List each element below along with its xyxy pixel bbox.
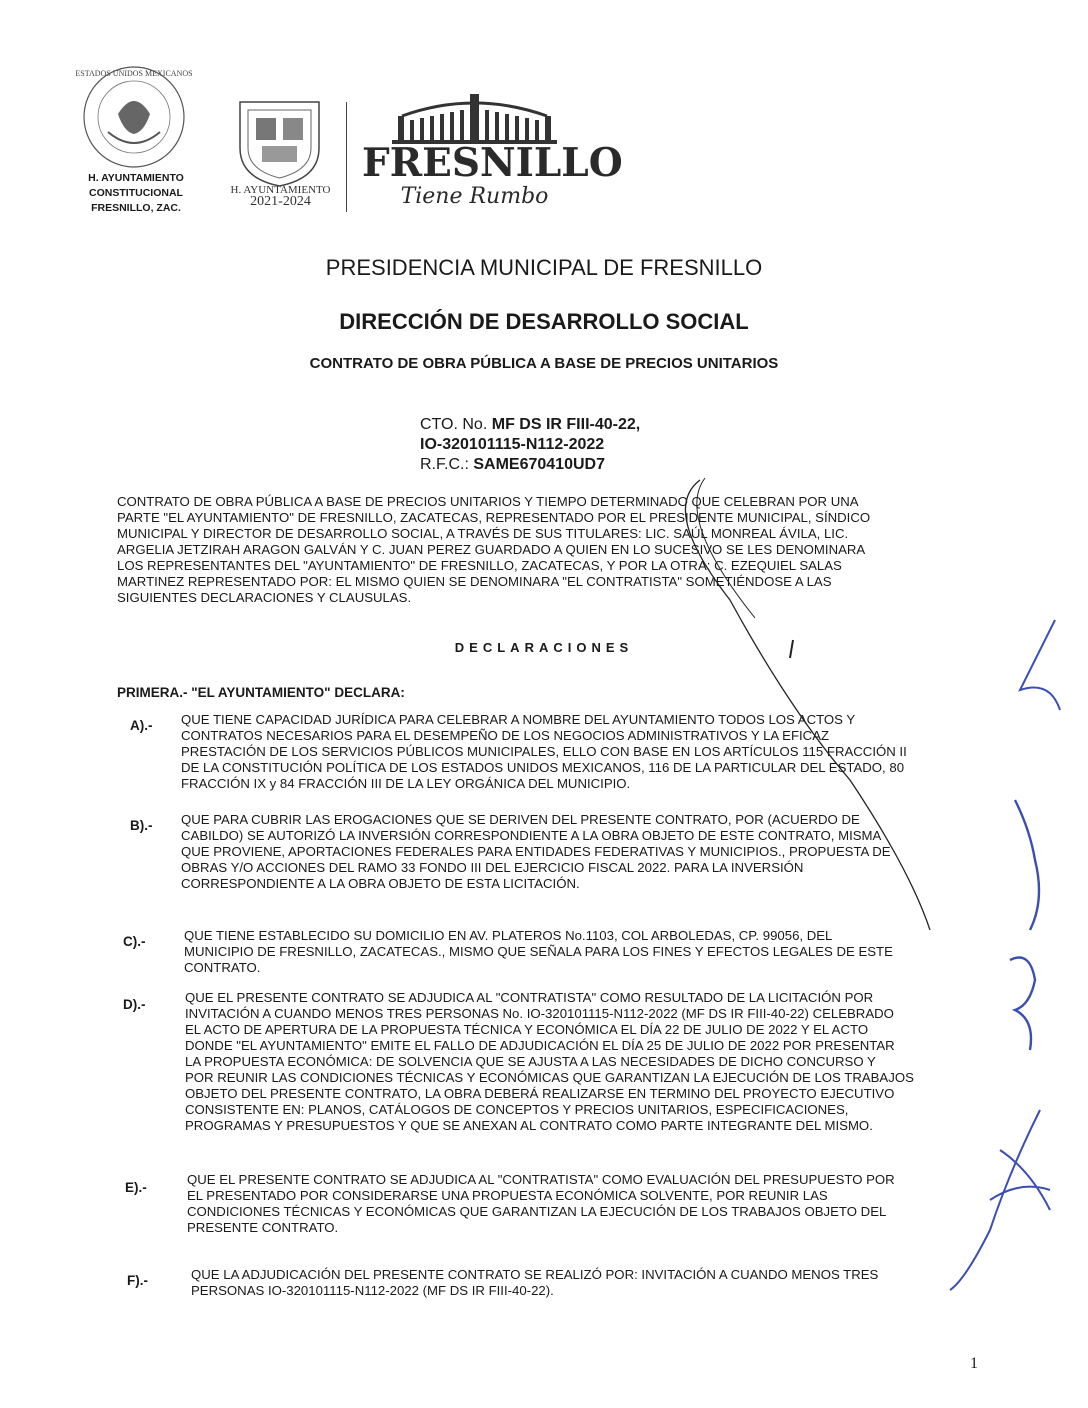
contract-type-title: CONTRATO DE OBRA PÚBLICA A BASE DE PRECIOS UNITARIOS	[309, 355, 779, 372]
item-line: POR REUNIR LAS CONDICIONES TÉCNICAS Y ECONÓMICAS QUE GARANTIZAN LA EJECUCIÓN DE LOS TRABAJOS	[185, 1070, 914, 1085]
intro-line: LOS REPRESENTANTES DEL "AYUNTAMIENTO" DE FRESNILLO, ZACATECAS, Y POR LA OTRA: C. EZEQUIEL SALAS	[117, 558, 842, 573]
item-line: QUE EL PRESENTE CONTRATO SE ADJUDICA AL "CONTRATISTA" COMO EVALUACIÓN DEL PRESUPUESTO POR	[187, 1172, 895, 1187]
item-line: PRESTACIÓN DE LOS SERVICIOS PÚBLICOS MUNICIPALES, ELLO CON BASE EN LOS ARTÍCULOS 115 FRACCIÓN II	[181, 744, 907, 759]
item-f-label: F).-	[127, 1273, 148, 1288]
item-line: FRACCIÓN IX y 84 FRACCIÓN III DE LA LEY ORGÁNICA DEL MUNICIPIO.	[181, 776, 631, 791]
svg-text:ESTADOS UNIDOS MEXICANOS: ESTADOS UNIDOS MEXICANOS	[75, 69, 193, 78]
item-d-label: D).-	[123, 997, 146, 1012]
item-line: QUE PROVIENE, APORTACIONES FEDERALES PARA ENTIDADES FEDERATIVAS Y MUNICIPIOS., PROPUESTA DE	[181, 844, 891, 859]
intro-line: CONTRATO DE OBRA PÚBLICA A BASE DE PRECIOS UNITARIOS Y TIEMPO DETERMINADO QUE CELEBRAN POR UNA	[117, 494, 859, 509]
intro-line: PARTE "EL AYUNTAMIENTO" DE FRESNILLO, ZACATECAS, REPRESENTADO POR EL PRESIDENTE MUNICIPAL, SÍNDICO	[117, 510, 871, 525]
contract-intro	[117, 494, 970, 606]
item-line: QUE EL PRESENTE CONTRATO SE ADJUDICA AL "CONTRATISTA" COMO RESULTADO DE LA LICITACIÓN POR	[185, 990, 874, 1005]
item-line: OBJETO DEL PRESENTE CONTRATO, LA OBRA DEBERÁ REALIZARSE EN TERMINO DEL PROYECTO EJECUTIVO	[185, 1086, 895, 1101]
item-line: QUE TIENE CAPACIDAD JURÍDICA PARA CELEBRAR A NOMBRE DEL AYUNTAMIENTO TODOS LOS ACTOS Y	[181, 712, 856, 727]
intro-line: SIGUIENTES DECLARACIONES Y CLAUSULAS.	[117, 590, 412, 605]
item-line: LA PROPUESTA ECONÓMICA: DE SOLVENCIA QUE SE AJUSTA A LAS NECESIDADES DE DICHO CONCURSO Y	[185, 1054, 876, 1069]
seal-caption-line-3: FRESNILLO, ZAC.	[91, 202, 181, 214]
item-line: CONDICIONES TÉCNICAS Y ECONÓMICAS QUE GARANTIZAN LA EJECUCIÓN DE LOS TRABAJOS OBJETO DEL	[187, 1204, 887, 1219]
item-line: DE LA CONSTITUCIÓN POLÍTICA DE LOS ESTADOS UNIDOS MEXICANOS, 116 DE LA PARTICULAR DEL ESTADO, 80	[181, 760, 905, 775]
item-line: PROGRAMAS Y PRESUPUESTOS Y QUE SE ANEXAN AL CONTRATO COMO PARTE INTEGRANTE DEL MISMO.	[185, 1118, 873, 1133]
cto-line	[420, 415, 720, 435]
rfc-line	[420, 455, 720, 475]
item-line: QUE TIENE ESTABLECIDO SU DOMICILIO EN AV. PLATEROS No.1103, COL ARBOLEDAS, CP. 99056, DEL	[184, 928, 833, 943]
presidencia-title: PRESIDENCIA MUNICIPAL DE FRESNILLO	[325, 255, 763, 280]
item-line: OBRAS Y/O ACCIONES DEL RAMO 33 FONDO III DEL EJERCICIO FISCAL 2022. PARA LA INVERSIÓN	[181, 860, 804, 875]
rfc-number: SAME670410UD7	[473, 456, 605, 473]
item-line: QUE LA ADJUDICACIÓN DEL PRESENTE CONTRATO SE REALIZÓ POR: INVITACIÓN A CUANDO MENOS TRES	[191, 1267, 879, 1282]
item-b-label: B).-	[130, 818, 153, 833]
primera-heading: PRIMERA.- "EL AYUNTAMIENTO" DECLARA:	[117, 685, 405, 700]
city-logo-name: FRESNILLO	[362, 140, 623, 186]
item-line: DONDE "EL AYUNTAMIENTO" EMITE EL FALLO DE ADJUDICACIÓN EL DÍA 25 DE JULIO DE 2022 POR PRESENTAR	[185, 1038, 895, 1053]
item-a-text	[181, 712, 971, 792]
item-line: CONSISTENTE EN: PLANOS, CATÁLOGOS DE CONCEPTOS Y PRECIOS UNITARIOS, ESPECIFICACIONES,	[185, 1102, 849, 1117]
cto-number: MF DS IR FIII-40-22,	[491, 416, 641, 433]
seal-caption-line-1: H. AYUNTAMIENTO	[88, 172, 184, 184]
municipal-caption	[218, 184, 343, 208]
intro-line: MARTINEZ REPRESENTADO POR: EL MISMO QUIEN SE DENOMINARA "EL CONTRATISTA" SOMETIÉNDOSE A LAS	[117, 574, 832, 589]
item-a-label: A).-	[130, 718, 153, 733]
item-line: MUNICIPIO DE FRESNILLO, ZACATECAS., MISMO QUE SEÑALA PARA LOS FINES Y EFECTOS LEGALES DE ESTE	[184, 944, 893, 959]
item-e-label: E).-	[125, 1180, 147, 1195]
rfc-label: R.F.C.:	[420, 456, 469, 473]
item-line: PRESENTE CONTRATO.	[187, 1220, 339, 1235]
seal-caption	[62, 171, 210, 216]
cto-label: CTO. No.	[420, 416, 488, 433]
item-line: EL PRESENTADO POR CONSIDERARSE UNA PROPUESTA ECONÓMICA SOLVENTE, POR REUNIR LAS	[187, 1188, 828, 1203]
item-line: PERSONAS IO-320101115-N112-2022 (MF DS IR FIII-40-22).	[191, 1283, 554, 1298]
direccion-title: DIRECCIÓN DE DESARROLLO SOCIAL	[339, 309, 749, 334]
mexican-coat-of-arms-seal	[72, 62, 197, 172]
contract-identifiers	[420, 415, 720, 475]
item-line: CONTRATOS NECESARIOS PARA EL DESEMPEÑO DE LOS NEGOCIOS ADMINISTRATIVOS Y LA EFICAZ	[181, 728, 830, 743]
intro-line: ARGELIA JETZIRAH ARAGON GALVÁN Y C. JUAN PEREZ GUARDADO A QUIEN EN LO SUCESIVO SE LES DENOMINARA	[117, 542, 866, 557]
io-number: IO-320101115-N112-2022	[420, 436, 605, 453]
declaraciones-heading: DECLARACIONES	[454, 640, 634, 655]
item-line: QUE PARA CUBRIR LAS EROGACIONES QUE SE DERIVEN DEL PRESENTE CONTRATO, POR (ACUERDO DE	[181, 812, 860, 827]
item-line: CABILDO) SE AUTORIZÓ LA INVERSIÓN CORRESPONDIENTE A LA OBRA OBJETO DE ESTE CONTRATO, MISMA	[181, 828, 882, 843]
item-b-text	[181, 812, 971, 892]
seal-caption-line-2: CONSTITUCIONAL	[89, 187, 183, 199]
item-line: CORRESPONDIENTE A LA OBRA OBJETO DE ESTA LICITACIÓN.	[181, 876, 580, 891]
municipal-shield-logo	[232, 96, 327, 188]
item-f-text	[191, 1267, 981, 1299]
municipal-caption-title: H. AYUNTAMIENTO	[230, 184, 331, 196]
item-e-text	[187, 1172, 977, 1236]
intro-line: MUNICIPAL Y DIRECTOR DE DESARROLLO SOCIAL, A TRAVÉS DE SUS TITULARES: LIC. SAÚL MONREAL ÁVILA, LIC.	[117, 526, 849, 541]
io-line	[420, 435, 720, 455]
item-line: CONTRATO.	[184, 960, 261, 975]
item-c-label: C).-	[123, 934, 146, 949]
municipal-term-years: 2021-2024	[250, 194, 311, 209]
item-line: EL ACTO DE APERTURA DE LA PROPUESTA TÉCNICA Y ECONÓMICA EL DÍA 22 DE JULIO DE 2022 Y EL ACTO	[185, 1022, 869, 1037]
city-logo-tagline: Tiene Rumbo	[400, 184, 549, 209]
item-line: INVITACIÓN A CUANDO MENOS TRES PERSONAS No. IO-320101115-N112-2022 (MF DS IR FIII-40-22) CELEBRADO	[185, 1006, 894, 1021]
item-c-text	[184, 928, 974, 976]
page-number: 1	[970, 1355, 978, 1372]
logo-divider	[346, 102, 347, 212]
item-d-text	[185, 990, 975, 1134]
